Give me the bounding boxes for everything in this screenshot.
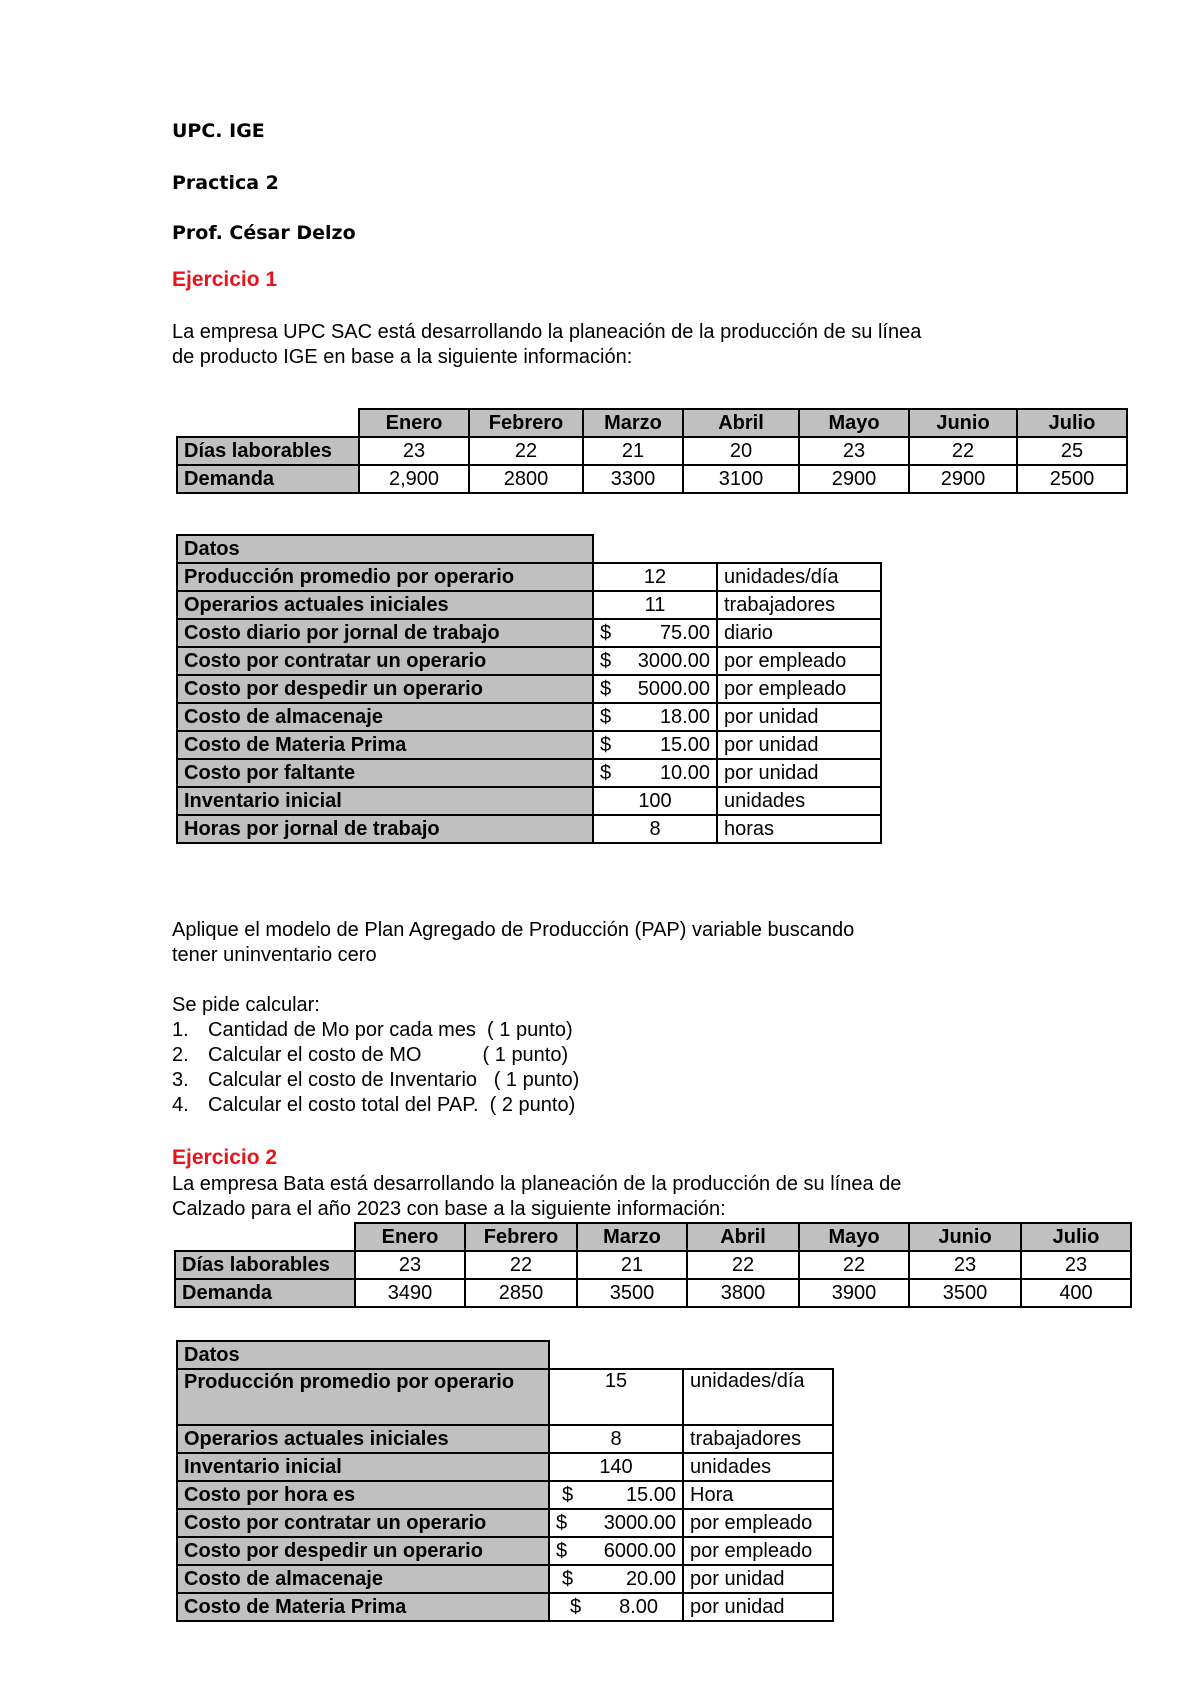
month-header: Abril	[687, 1223, 799, 1251]
table-row: Costo de almacenaje $ 18.00 por unidad	[177, 703, 881, 731]
list-item: 4. Calcular el costo total del PAP. ( 2 punto)	[172, 1094, 576, 1116]
exercise-2-monthly-table	[174, 1222, 1132, 1308]
exercise-1-instruction: Aplique el modelo de Plan Agregado de Producción (PAP) variable buscando tener uninventario cero	[172, 919, 855, 966]
exercise-1-intro: La empresa UPC SAC está desarrollando la planeación de la producción de su línea de producto IGE en base a la siguiente información:	[172, 321, 922, 368]
table-row: Horas por jornal de trabajo 8 horas	[177, 815, 881, 843]
month-header: Enero	[355, 1223, 465, 1251]
exercise-1-title: Ejercicio 1	[172, 268, 278, 291]
exercise-1-data-table	[176, 534, 882, 844]
table-row: Costo de Materia Prima $ 15.00 por unidad	[177, 731, 881, 759]
table-row: Demanda 3490 2850 3500 3800 3900 3500 400	[175, 1279, 1131, 1307]
table-row: Producción promedio por operario 12 unidades/día	[177, 563, 881, 591]
month-header: Enero	[359, 409, 469, 437]
month-header: Febrero	[469, 409, 583, 437]
month-header: Mayo	[799, 409, 909, 437]
exercise-2-data-table	[176, 1340, 834, 1622]
table-row: Costo de Materia Prima $ 8.00 por unidad	[177, 1593, 833, 1621]
data-title: Datos	[177, 535, 593, 563]
list-item: 1. Cantidad de Mo por cada mes ( 1 punto)	[172, 1019, 573, 1041]
data-title: Datos	[177, 1341, 549, 1369]
table-row: Costo por hora es $ 15.00 Hora	[177, 1481, 833, 1509]
table-row: Costo de almacenaje $ 20.00 por unidad	[177, 1565, 833, 1593]
month-header: Mayo	[799, 1223, 909, 1251]
table-row: Producción promedio por operario 15 unidades/día	[177, 1369, 833, 1425]
professor-name: Prof. César Delzo	[172, 222, 356, 244]
month-header: Junio	[909, 1223, 1021, 1251]
table-row: Operarios actuales iniciales 8 trabajadores	[177, 1425, 833, 1453]
table-row: Costo por contratar un operario $ 3000.00 por empleado	[177, 647, 881, 675]
list-item: 2. Calcular el costo de MO ( 1 punto)	[172, 1044, 569, 1066]
table-row: Costo por despedir un operario $ 5000.00 por empleado	[177, 675, 881, 703]
month-header: Marzo	[577, 1223, 687, 1251]
course-code: UPC. IGE	[172, 120, 265, 142]
table-row: Inventario inicial 140 unidades	[177, 1453, 833, 1481]
table-row: Costo diario por jornal de trabajo $ 75.00 diario	[177, 619, 881, 647]
table-row: Días laborables 23 22 21 20 23 22 25	[177, 437, 1127, 465]
table-row: Costo por despedir un operario $ 6000.00 por empleado	[177, 1537, 833, 1565]
exercise-2-title: Ejercicio 2	[172, 1146, 278, 1169]
exercise-2-intro: La empresa Bata está desarrollando la planeación de la producción de su línea de Calzado para el año 2023 con base a la siguiente información:	[172, 1173, 902, 1220]
table-row: Operarios actuales iniciales 11 trabajadores	[177, 591, 881, 619]
table-row: Días laborables 23 22 21 22 22 23 23	[175, 1251, 1131, 1279]
table-row: Inventario inicial 100 unidades	[177, 787, 881, 815]
month-header: Febrero	[465, 1223, 577, 1251]
table-row: Costo por faltante $ 10.00 por unidad	[177, 759, 881, 787]
practice-title: Practica 2	[172, 172, 279, 194]
list-item: 3. Calcular el costo de Inventario ( 1 punto)	[172, 1069, 580, 1091]
month-header: Junio	[909, 409, 1017, 437]
table-row: Costo por contratar un operario $ 3000.00 por empleado	[177, 1509, 833, 1537]
month-header: Marzo	[583, 409, 683, 437]
table-row: Demanda 2,900 2800 3300 3100 2900 2900 2500	[177, 465, 1127, 493]
month-header: Julio	[1021, 1223, 1131, 1251]
month-header: Julio	[1017, 409, 1127, 437]
exercise-1-monthly-table	[176, 408, 1128, 494]
month-header: Abril	[683, 409, 799, 437]
exercise-1-questions: Se pide calcular: 1. Cantidad de Mo por cada mes ( 1 punto) 2. Calcular el costo de MO ( 1 punto) 3. Calcular el costo de Inventario ( 1 punto) 4. Calcular el costo total del PAP. ( 2 punto)	[172, 994, 580, 1116]
